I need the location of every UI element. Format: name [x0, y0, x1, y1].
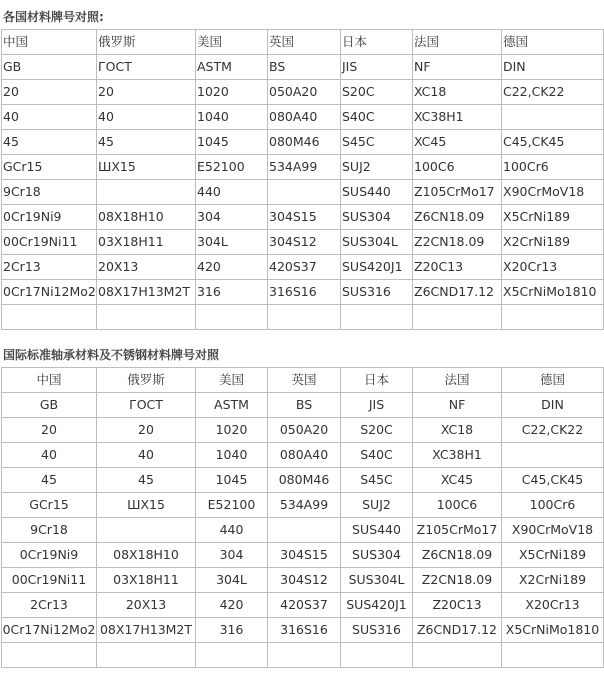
material-grade-table-body	[2, 30, 604, 330]
table-row	[2, 305, 604, 330]
table-header-cell: 日本	[341, 368, 413, 393]
table-cell: 00Cr19Ni11	[2, 568, 97, 593]
table-cell: GCr15	[2, 155, 97, 180]
table-cell: X5CrNi189	[502, 543, 604, 568]
table-header-cell: NF	[413, 55, 502, 80]
table-cell: SUJ2	[341, 493, 413, 518]
table-header-cell: 法国	[413, 368, 502, 393]
table-cell: 0Cr19Ni9	[2, 205, 97, 230]
table-cell: 2Cr13	[2, 593, 97, 618]
table-cell: Z6CND17.12	[413, 280, 502, 305]
table-header-cell: ГОСТ	[97, 55, 196, 80]
table-cell: SUJ2	[341, 155, 413, 180]
table-cell: Z6CND17.12	[413, 618, 502, 643]
table-cell: 0Cr19Ni9	[2, 543, 97, 568]
table-cell: 316	[196, 280, 268, 305]
table-cell: 45	[97, 468, 196, 493]
table-row	[2, 180, 604, 205]
table-cell: 08X18H10	[97, 205, 196, 230]
table-cell: X5CrNi189	[502, 205, 604, 230]
table-cell: 316	[196, 618, 268, 643]
table-cell: 20	[97, 418, 196, 443]
bearing-stainless-grade-table-body	[2, 368, 604, 668]
table-cell: E52100	[196, 493, 268, 518]
table-cell: 20	[2, 80, 97, 105]
table-cell: Z20C13	[413, 255, 502, 280]
table-cell: X2CrNi189	[502, 230, 604, 255]
table-header-cell: 美国	[196, 368, 268, 393]
table-cell: 440	[196, 180, 268, 205]
table-row	[2, 643, 604, 668]
table-cell: 100Cr6	[502, 155, 604, 180]
table-cell: 316S16	[268, 280, 341, 305]
table-cell: 1040	[196, 443, 268, 468]
table-cell	[502, 305, 604, 330]
table-cell: 2Cr13	[2, 255, 97, 280]
table-cell: S20C	[341, 80, 413, 105]
table-cell: 9Cr18	[2, 518, 97, 543]
table-cell: 03X18H11	[97, 230, 196, 255]
table-cell	[341, 305, 413, 330]
table-cell: 45	[97, 130, 196, 155]
table-header-cell: 法国	[413, 30, 502, 55]
table-cell: X20Cr13	[502, 255, 604, 280]
table-cell: 08X18H10	[97, 543, 196, 568]
table-cell: XC45	[413, 468, 502, 493]
table-cell: 080A40	[268, 443, 341, 468]
table-header-cell: BS	[268, 55, 341, 80]
table-header-cell: ГОСТ	[97, 393, 196, 418]
table-cell: SUS316	[341, 618, 413, 643]
table-cell: X5CrNiMo1810	[502, 618, 604, 643]
bearing-stainless-grade-table	[1, 367, 604, 668]
table-cell: S45C	[341, 468, 413, 493]
section-title-material-comparison: 各国材料牌号对照:	[3, 10, 104, 24]
table-cell: 40	[97, 105, 196, 130]
table-cell: XC38H1	[413, 105, 502, 130]
table-cell: 100C6	[413, 493, 502, 518]
table-cell: 1020	[196, 80, 268, 105]
table-header-cell: ASTM	[196, 55, 268, 80]
table-header-cell: 英国	[268, 368, 341, 393]
table-cell: 20X13	[97, 255, 196, 280]
table-cell: 40	[97, 443, 196, 468]
table-cell: 304	[196, 205, 268, 230]
table-cell: 420	[196, 593, 268, 618]
table-cell: SUS440	[341, 518, 413, 543]
table-header-cell: 日本	[341, 30, 413, 55]
table-cell: 534A99	[268, 493, 341, 518]
table-cell	[341, 643, 413, 668]
table-header-row	[2, 368, 604, 393]
table-cell: 08X17H13M2T	[97, 280, 196, 305]
table-cell: SUS304L	[341, 230, 413, 255]
table-row	[2, 618, 604, 643]
table-cell: Z6CN18.09	[413, 205, 502, 230]
table-header-cell: BS	[268, 393, 341, 418]
table-cell: 304S12	[268, 568, 341, 593]
table-cell: 420	[196, 255, 268, 280]
table-cell: 534A99	[268, 155, 341, 180]
table-cell	[502, 643, 604, 668]
material-grade-table	[1, 29, 604, 330]
table-cell: 20X13	[97, 593, 196, 618]
table-cell: Z20C13	[413, 593, 502, 618]
table-header-row	[2, 393, 604, 418]
table-header-row	[2, 30, 604, 55]
table-cell: C45,CK45	[502, 468, 604, 493]
table-cell: 1045	[196, 130, 268, 155]
table-cell	[413, 305, 502, 330]
table-header-cell: 俄罗斯	[97, 30, 196, 55]
table-cell: 0Cr17Ni12Mo2	[2, 280, 97, 305]
table-cell: GCr15	[2, 493, 97, 518]
table-row	[2, 155, 604, 180]
table-row	[2, 105, 604, 130]
table-header-cell: JIS	[341, 55, 413, 80]
table-cell: SUS304	[341, 543, 413, 568]
table-cell	[97, 180, 196, 205]
table-header-cell: GB	[2, 55, 97, 80]
table-cell: C22,CK22	[502, 80, 604, 105]
table-cell: 316S16	[268, 618, 341, 643]
table-row	[2, 80, 604, 105]
table-cell	[97, 518, 196, 543]
table-cell	[502, 105, 604, 130]
table-cell	[268, 180, 341, 205]
table-cell: SUS420J1	[341, 255, 413, 280]
table-row	[2, 593, 604, 618]
table-row	[2, 493, 604, 518]
table-cell: ШХ15	[97, 155, 196, 180]
table-cell: 9Cr18	[2, 180, 97, 205]
table-cell: 080M46	[268, 468, 341, 493]
table-cell: Z6CN18.09	[413, 543, 502, 568]
table-cell: 100Cr6	[502, 493, 604, 518]
table-header-cell: 德国	[502, 30, 604, 55]
table-cell: XC18	[413, 80, 502, 105]
table-cell	[268, 518, 341, 543]
table-cell	[196, 305, 268, 330]
table-cell: SUS440	[341, 180, 413, 205]
table-cell: 40	[2, 105, 97, 130]
table-header-cell: NF	[413, 393, 502, 418]
table-cell	[196, 643, 268, 668]
table-cell: E52100	[196, 155, 268, 180]
table-cell: X2CrNi189	[502, 568, 604, 593]
table-cell: 420S37	[268, 593, 341, 618]
table-header-cell: 俄罗斯	[97, 368, 196, 393]
table-cell: 080M46	[268, 130, 341, 155]
table-cell: 1045	[196, 468, 268, 493]
table-cell: 0Cr17Ni12Mo2	[2, 618, 97, 643]
table-cell: 050A20	[268, 418, 341, 443]
table-cell: S20C	[341, 418, 413, 443]
table-cell: SUS420J1	[341, 593, 413, 618]
table-cell: 050A20	[268, 80, 341, 105]
table-cell: S45C	[341, 130, 413, 155]
table-cell: 304	[196, 543, 268, 568]
table-header-cell: GB	[2, 393, 97, 418]
table-header-cell: 中国	[2, 368, 97, 393]
table-cell: 304S15	[268, 543, 341, 568]
table-row	[2, 130, 604, 155]
table-cell	[268, 305, 341, 330]
table-header-row	[2, 55, 604, 80]
table-cell: X90CrMoV18	[502, 180, 604, 205]
table-cell: 03X18H11	[97, 568, 196, 593]
table-cell: 45	[2, 468, 97, 493]
table-cell: XC38H1	[413, 443, 502, 468]
table-row	[2, 255, 604, 280]
table-cell: XC45	[413, 130, 502, 155]
table-row	[2, 443, 604, 468]
table-row	[2, 205, 604, 230]
table-cell: 420S37	[268, 255, 341, 280]
table-cell: SUS304	[341, 205, 413, 230]
table-cell	[2, 305, 97, 330]
table-row	[2, 518, 604, 543]
table-cell: S40C	[341, 105, 413, 130]
table-cell: 45	[2, 130, 97, 155]
table-cell: 440	[196, 518, 268, 543]
table-cell	[2, 643, 97, 668]
table-header-cell: 美国	[196, 30, 268, 55]
table-cell: S40C	[341, 443, 413, 468]
table-cell: 304S12	[268, 230, 341, 255]
table-cell: SUS304L	[341, 568, 413, 593]
table-cell: 1020	[196, 418, 268, 443]
table-cell: Z2CN18.09	[413, 568, 502, 593]
table-cell: 1040	[196, 105, 268, 130]
table-cell	[413, 643, 502, 668]
table-row	[2, 418, 604, 443]
table-row	[2, 468, 604, 493]
table-cell: Z105CrMo17	[413, 180, 502, 205]
table-cell: ШХ15	[97, 493, 196, 518]
table-header-cell: 英国	[268, 30, 341, 55]
table-cell: 080A40	[268, 105, 341, 130]
table-header-cell: 中国	[2, 30, 97, 55]
table-cell: 100C6	[413, 155, 502, 180]
table-cell: Z105CrMo17	[413, 518, 502, 543]
table-header-cell: JIS	[341, 393, 413, 418]
table-cell	[97, 643, 196, 668]
table-cell	[268, 643, 341, 668]
table-cell: SUS316	[341, 280, 413, 305]
table-cell: 20	[97, 80, 196, 105]
table-cell: 00Cr19Ni11	[2, 230, 97, 255]
table-cell: XC18	[413, 418, 502, 443]
table-cell	[97, 305, 196, 330]
table-cell: 08X17H13M2T	[97, 618, 196, 643]
table-cell: X20Cr13	[502, 593, 604, 618]
table-cell: C22,CK22	[502, 418, 604, 443]
table-header-cell: DIN	[502, 55, 604, 80]
table-row	[2, 280, 604, 305]
table-header-cell: ASTM	[196, 393, 268, 418]
table-row	[2, 230, 604, 255]
table-cell: 304L	[196, 230, 268, 255]
table-cell: X90CrMoV18	[502, 518, 604, 543]
table-cell: X5CrNiMo1810	[502, 280, 604, 305]
table-row	[2, 568, 604, 593]
table-cell: 304L	[196, 568, 268, 593]
section-title-bearing-stainless-comparison: 国际标准轴承材料及不锈钢材料牌号对照	[3, 348, 220, 362]
table-cell: 304S15	[268, 205, 341, 230]
table-cell	[502, 443, 604, 468]
table-cell: 40	[2, 443, 97, 468]
table-row	[2, 543, 604, 568]
table-cell: 20	[2, 418, 97, 443]
table-cell: Z2CN18.09	[413, 230, 502, 255]
table-header-cell: 德国	[502, 368, 604, 393]
table-header-cell: DIN	[502, 393, 604, 418]
table-cell: C45,CK45	[502, 130, 604, 155]
